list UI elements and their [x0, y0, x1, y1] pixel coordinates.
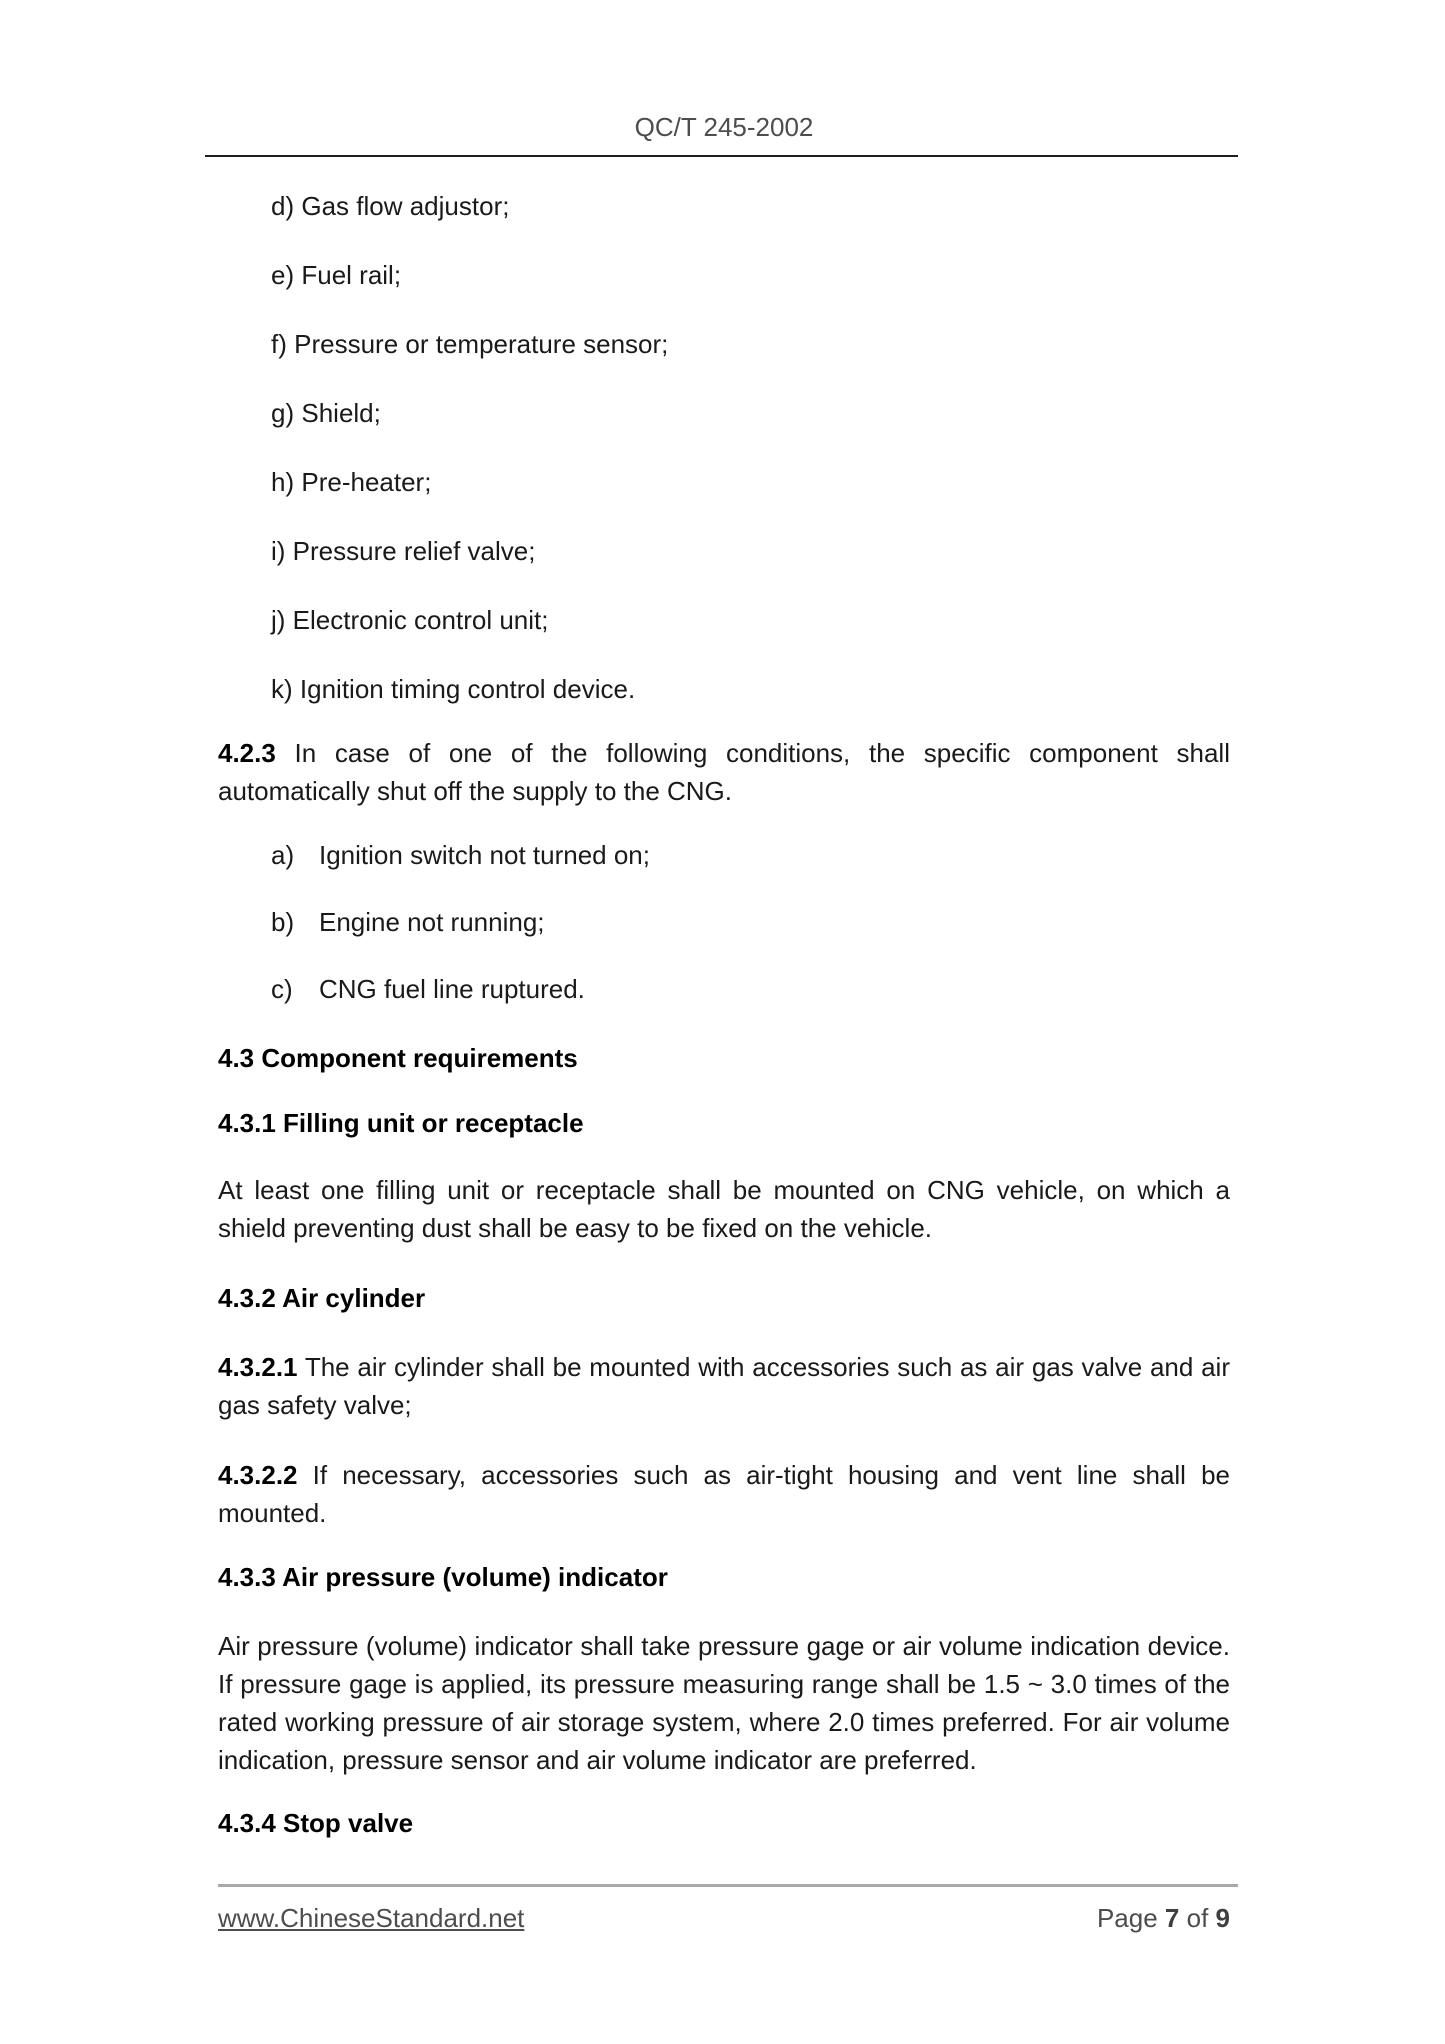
list-marker: b)	[271, 907, 295, 937]
footer-row	[218, 1903, 1230, 1933]
page-total: 9	[1215, 1903, 1230, 1933]
list-item-text: Shield;	[301, 398, 381, 428]
section-4-2-3-paragraph	[218, 734, 1230, 810]
heading-4-3-1: 4.3.1 Filling unit or receptacle	[218, 1108, 584, 1138]
list-item-b	[271, 903, 1230, 941]
list-item-f	[271, 325, 1230, 363]
list-item-text: Electronic control unit;	[292, 605, 549, 635]
list-marker: a)	[271, 840, 295, 870]
list-marker: i)	[271, 536, 286, 566]
list-item-text: Gas flow adjustor;	[301, 191, 510, 221]
list-item-g	[271, 394, 1230, 432]
section-text: In case of one of the following conditions, the specific component shall automatically shut off the supply to the CNG.	[218, 738, 1230, 806]
page-current: 7	[1164, 1903, 1180, 1933]
list-item-text: Pressure or temperature sensor;	[294, 329, 669, 359]
list-item-text: Ignition timing control device.	[299, 674, 636, 704]
list-item-c	[271, 970, 1230, 1008]
section-number: 4.3.2.1	[218, 1352, 298, 1382]
document-content	[218, 0, 1230, 1842]
heading-4-3: 4.3 Component requirements	[218, 1043, 578, 1073]
section-number: 4.3.2.2	[218, 1460, 298, 1490]
section-4-3-2-1-paragraph	[218, 1348, 1230, 1424]
list-item-d	[271, 187, 1230, 225]
page-footer	[218, 1884, 1230, 1933]
heading-4-3-3: 4.3.3 Air pressure (volume) indicator	[218, 1562, 668, 1592]
list-marker: k)	[271, 674, 293, 704]
section-number: 4.2.3	[218, 738, 276, 768]
list-item-k	[271, 670, 1230, 708]
list-item-i	[271, 532, 1230, 570]
list-item-j	[271, 601, 1230, 639]
section-text: If necessary, accessories such as air-tight housing and vent line shall be mounted.	[218, 1460, 1230, 1528]
page-label: Page	[1096, 1903, 1158, 1933]
heading-4-3-4: 4.3.4 Stop valve	[218, 1808, 414, 1838]
list-item-h	[271, 463, 1230, 501]
list-marker: c)	[271, 974, 293, 1004]
list-item-e	[271, 256, 1230, 294]
of-label: of	[1186, 1903, 1209, 1933]
page-indicator	[1097, 1903, 1230, 1933]
section-4-3-1-paragraph: At least one filling unit or receptacle shall be mounted on CNG vehicle, on which a shield preventing dust shall be easy to be fixed on the vehicle.	[218, 1175, 1230, 1243]
list-marker: h)	[271, 467, 295, 497]
list-item-text: Pre-heater;	[301, 467, 432, 497]
list-marker: f)	[271, 329, 287, 359]
list-item-text: Fuel rail;	[301, 260, 402, 290]
list-item-text: CNG fuel line ruptured.	[319, 974, 585, 1004]
list-marker: e)	[271, 260, 295, 290]
list-marker: g)	[271, 398, 295, 428]
header-rule	[205, 155, 1238, 157]
footer-rule	[218, 1884, 1238, 1887]
section-4-3-2-2-paragraph	[218, 1456, 1230, 1532]
website-link[interactable]: www.ChineseStandard.net	[218, 1903, 525, 1933]
list-marker: d)	[271, 191, 295, 221]
section-text: The air cylinder shall be mounted with accessories such as air gas valve and air gas safety valve;	[218, 1352, 1230, 1420]
list-item-text: Pressure relief valve;	[292, 536, 536, 566]
list-item-text: Ignition switch not turned on;	[319, 840, 650, 870]
list-marker: j)	[271, 605, 286, 635]
list-item-a	[271, 836, 1230, 874]
list-item-text: Engine not running;	[319, 907, 545, 937]
section-4-3-3-paragraph: Air pressure (volume) indicator shall take pressure gage or air volume indication device. If pressure gage is applied, its pressure measuring range shall be 1.5 ~ 3.0 times of the rated working pressure of air storage system, where 2.0 times preferred. For air volume indication, pressure sensor and air volume indicator are preferred.	[218, 1631, 1230, 1775]
heading-4-3-2: 4.3.2 Air cylinder	[218, 1283, 426, 1313]
document-header-title: QC/T 245-2002	[634, 112, 814, 142]
